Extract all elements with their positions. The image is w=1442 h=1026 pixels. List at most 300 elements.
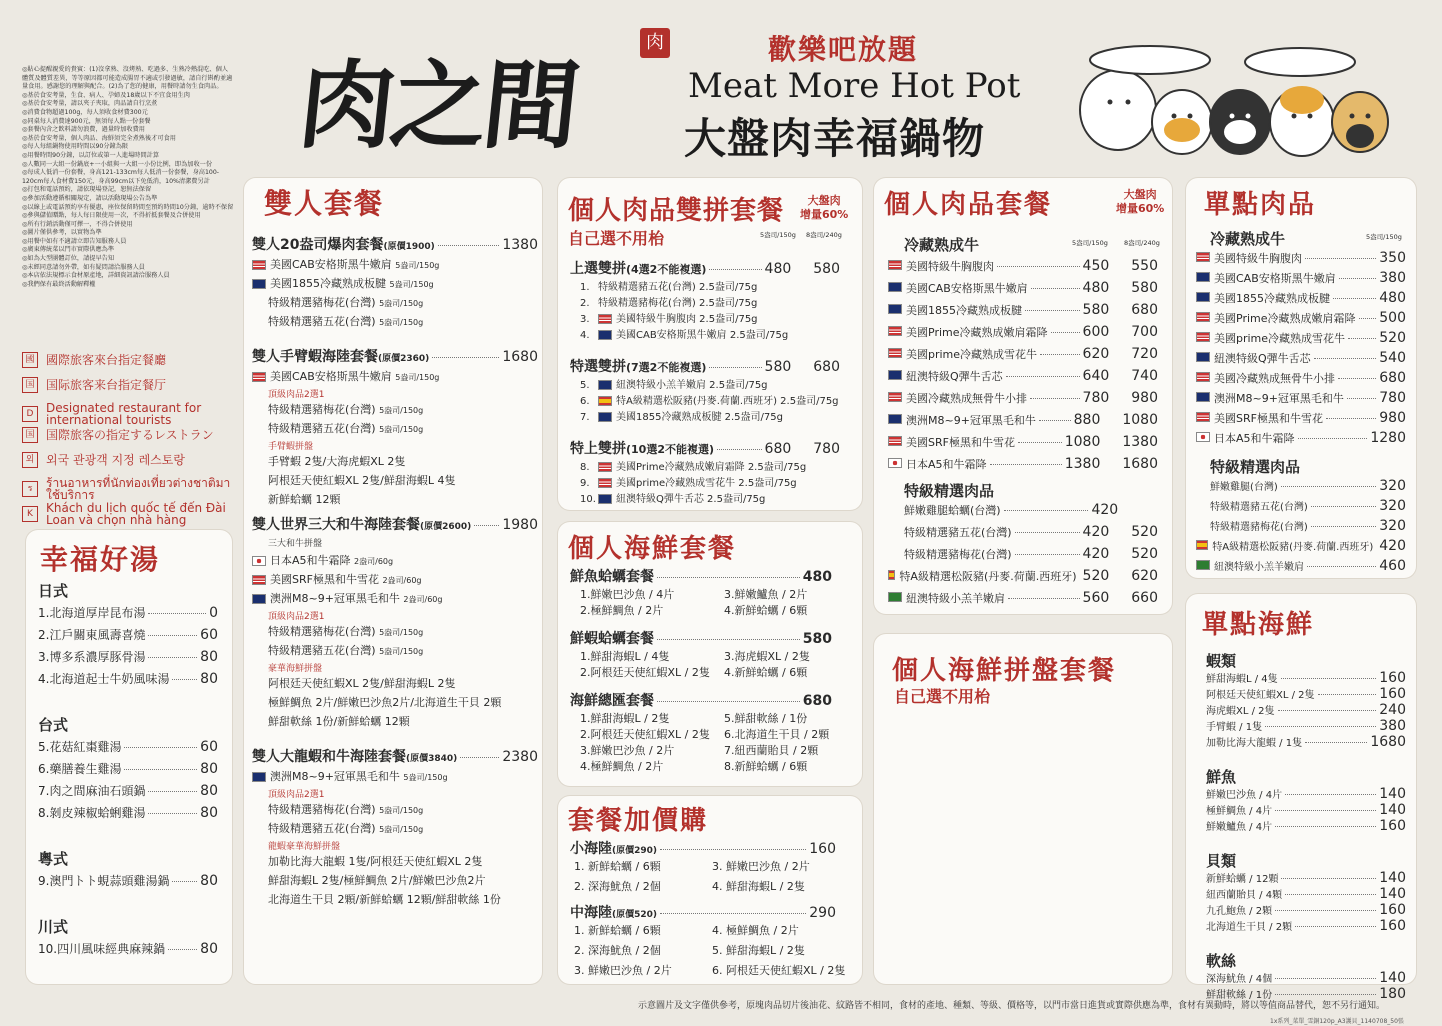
leader-dots xyxy=(660,913,806,914)
price-large: 520 xyxy=(1131,524,1158,540)
soup-name: 6.藥膳養生雞湯 xyxy=(38,762,122,776)
set-line xyxy=(252,571,422,587)
item-no: 3. xyxy=(580,314,590,325)
price: 450 xyxy=(1082,258,1110,274)
price: 380 xyxy=(1379,718,1406,734)
orig-price: (原價3840) xyxy=(406,754,458,764)
flag-icon xyxy=(598,330,612,340)
note-line: ◎套餐內含之飲料請勿浪費，過量時加收費用 xyxy=(22,126,145,134)
price: 160 xyxy=(1379,670,1406,686)
set-line xyxy=(252,275,434,291)
note-line: ◎用餐中如有不適請立即告知服務人員 xyxy=(22,237,127,245)
flag-icon xyxy=(888,414,902,424)
line-text: 鮮甜軟絲 1份/新鮮蛤蠣 12顆 xyxy=(268,715,410,728)
duo-title: 個人肉品雙拼套餐 xyxy=(568,196,785,226)
line-weight: 5盎司/150g xyxy=(379,406,424,415)
price: 420 xyxy=(1091,502,1119,518)
item-name: 九孔鮑魚 / 2顆 xyxy=(1206,906,1273,917)
price: 160 xyxy=(1379,818,1406,834)
line-text: 美國CAB安格斯黑牛嫩肩 xyxy=(270,258,396,271)
set-line xyxy=(252,256,439,272)
pair-right: 4. 極鮮鯛魚 / 2片 xyxy=(712,924,799,937)
flag-icon xyxy=(252,372,266,382)
item-name: 日本A5和牛霜降 xyxy=(906,458,987,471)
platter-title: 個人海鮮拼盤套餐 xyxy=(892,656,1117,686)
menu-row xyxy=(888,434,1158,450)
soup-name: 3.博多系濃厚豚骨湯 xyxy=(38,650,146,664)
soup-title: 幸福好湯 xyxy=(40,543,161,576)
item-name: 紐澳特級Q彈牛舌芯 xyxy=(1214,352,1311,365)
pair-left: 3.鮮嫩巴沙魚 / 2片 xyxy=(580,744,675,757)
price: 480 xyxy=(1379,290,1406,306)
price-large: 720 xyxy=(1131,346,1158,362)
item-text: 特級精選豬梅花(台灣) 2.5盎司/75g xyxy=(598,298,758,309)
price-large: 1080 xyxy=(1122,412,1158,428)
line-text: 澳洲M8~9+冠軍黑毛和牛 xyxy=(270,770,404,783)
item-text: 紐澳特級小羔羊嫩肩 2.5盎司/75g xyxy=(616,380,768,391)
leader-dots xyxy=(1326,418,1376,419)
menu-row xyxy=(888,412,1158,428)
menu-row xyxy=(1206,918,1406,934)
leader-dots xyxy=(438,245,500,246)
price: 560 xyxy=(1082,590,1110,606)
flag-icon xyxy=(888,260,902,270)
leader-dots xyxy=(1015,554,1080,555)
flag-icon xyxy=(1196,312,1210,322)
set-line xyxy=(268,694,501,710)
soup-price: 80 xyxy=(200,783,218,799)
single-sea-group-title: 蝦類 xyxy=(1206,652,1237,670)
line-weight: 2盎司/60g xyxy=(382,576,422,585)
leader-dots xyxy=(124,747,197,748)
item-name: 美國CAB安格斯黑牛嫩肩 xyxy=(1214,272,1336,285)
price: 500 xyxy=(1379,310,1406,326)
set-name xyxy=(252,514,538,534)
pair-right: 4.新鮮蛤蠣 / 6顆 xyxy=(724,604,808,617)
soup-name: 7.肉之間麻油石頭鍋 xyxy=(38,784,146,798)
item-name: 美國冷藏熟成無骨牛小排 xyxy=(1214,372,1335,385)
line-weight: 5盎司/150g xyxy=(379,425,424,434)
meat-set-cold-title: 冷藏熟成牛 xyxy=(904,236,980,254)
line-weight: 5盎司/150g xyxy=(379,628,424,637)
badge-icon: 國 xyxy=(22,352,38,368)
duo-item xyxy=(580,326,788,341)
leader-dots xyxy=(709,367,761,368)
item-text: 美國1855冷藏熟成板腱 2.5盎司/75g xyxy=(616,412,783,423)
item-name: 澳洲M8~9+冠軍黑毛和牛 xyxy=(906,414,1036,427)
price: 1280 xyxy=(1370,430,1406,446)
flag-icon xyxy=(1196,392,1210,402)
price-large: 660 xyxy=(1131,590,1158,606)
set-line xyxy=(268,801,423,817)
item-name: 美國Prime冷藏熟成嫩肩霜降 xyxy=(1214,312,1356,325)
leader-dots xyxy=(1298,438,1368,439)
price: 480 xyxy=(802,569,832,585)
pair-left: 2.極鮮鯛魚 / 2片 xyxy=(580,604,664,617)
meat-set-badge-line2: 增量60% xyxy=(1116,202,1165,215)
soup-row xyxy=(38,760,218,777)
leader-dots xyxy=(1015,532,1080,533)
soup-price: 80 xyxy=(200,649,218,665)
price: 580 xyxy=(802,631,832,647)
item-text: 美國特級牛胸腹肉 2.5盎司/75g xyxy=(616,314,758,325)
set-title: 中海陸 xyxy=(570,905,612,921)
soup-row xyxy=(38,626,218,643)
leader-dots xyxy=(1281,678,1377,679)
leader-dots xyxy=(460,757,499,758)
price: 140 xyxy=(1379,802,1406,818)
menu-row xyxy=(1206,686,1406,702)
note-line: ◎基於食安考量，個人肉品、海鮮須完全煮熟後才可食用 xyxy=(22,134,176,142)
price-large: 520 xyxy=(1131,546,1158,562)
line-text: 美國1855冷藏熟成板腱 xyxy=(270,277,390,290)
price: 580 xyxy=(1082,302,1110,318)
leader-dots xyxy=(1031,288,1080,289)
menu-row xyxy=(1210,498,1406,514)
price: 420 xyxy=(1082,546,1110,562)
flag-icon xyxy=(598,314,612,324)
set-price: 1680 xyxy=(502,349,538,365)
item-name: 美國SRF極黑和牛雪花 xyxy=(1214,412,1323,425)
pair-right: 6.北海道生干貝 / 2顆 xyxy=(724,728,830,741)
line-weight: 5盎司/150g xyxy=(379,806,424,815)
note-line: ◎消費食物超過100g，每人須收食材費300元 xyxy=(22,108,148,116)
combo-label: 三大和牛拼盤 xyxy=(268,539,323,549)
leader-dots xyxy=(1333,298,1376,299)
single-sea-group-title: 軟絲 xyxy=(1206,952,1237,970)
set-line xyxy=(268,294,423,310)
orig-price: (原價520) xyxy=(612,910,658,920)
note-line: ◎圖片僅供參考，以實物為準 xyxy=(22,229,102,237)
set-title: 小海陸 xyxy=(570,841,612,857)
leader-dots xyxy=(148,791,197,792)
soup-row xyxy=(38,782,218,799)
item-name: 日本A5和牛霜降 xyxy=(1214,432,1295,445)
tourist-badge xyxy=(22,402,232,426)
line-weight: 5盎司/150g xyxy=(379,318,424,327)
double-set-title: 雙人套餐 xyxy=(264,187,385,220)
menu-row xyxy=(1196,350,1406,366)
line-text: 特級精選豬梅花(台灣) xyxy=(268,403,380,416)
item-name: 鮮嫩巴沙魚 / 4片 xyxy=(1206,790,1283,801)
note-line: ◎廣東傳統菜以門市實際供應為準 xyxy=(22,246,115,254)
group-note: (7選2不能複選) xyxy=(626,361,707,374)
soup-name: 9.澳門トト蜆蒜頭雞湯鍋 xyxy=(38,874,170,888)
set-line xyxy=(268,313,423,329)
menu-row xyxy=(1196,370,1406,386)
line-weight: 5盎司/150g xyxy=(379,825,424,834)
duo-item xyxy=(580,392,839,407)
flag-icon xyxy=(888,282,902,292)
leader-dots xyxy=(717,449,762,450)
leader-dots xyxy=(168,949,197,950)
leader-dots xyxy=(1281,486,1376,487)
leader-dots xyxy=(1051,332,1080,333)
leader-dots xyxy=(660,849,806,850)
pair-left: 1.鮮甜海蝦L / 2隻 xyxy=(580,712,670,725)
item-text: 美國Prime冷藏熟成嫩肩霜降 2.5盎司/75g xyxy=(616,462,807,473)
group-name xyxy=(570,258,840,278)
seafood-set-title: 個人海鮮套餐 xyxy=(568,534,737,564)
leader-dots xyxy=(1314,358,1377,359)
item-text: 特A級精選松阪豬(丹麥.荷蘭.西班牙) 2.5盎司/75g xyxy=(616,396,839,407)
price-large: 580 xyxy=(813,261,840,277)
line-text: 加勒比海大龍蝦 1隻/阿根廷天使紅蝦XL 2隻 xyxy=(268,855,483,868)
soup-group-title: 粵式 xyxy=(38,850,69,868)
leader-dots xyxy=(474,525,499,526)
note-line: ◎用餐時間90分鐘，以訂位或第一人進場時間計算 xyxy=(22,151,160,159)
item-no: 8. xyxy=(580,462,590,473)
pair-left: 1.鮮嫩巴沙魚 / 4片 xyxy=(580,588,675,601)
note-line: ◎同桌每人消費達900元，無須每人點一份套餐 xyxy=(22,117,151,125)
duo-item xyxy=(580,278,757,293)
flag-icon xyxy=(888,458,902,468)
item-name: 新鮮蛤蠣 / 12顆 xyxy=(1206,874,1279,885)
menu-row xyxy=(1210,518,1406,534)
price-large: 1680 xyxy=(1122,456,1158,472)
item-name: 美國prime冷藏熟成雪花牛 xyxy=(906,348,1038,361)
badge-text: 외국 관광객 지정 레스토랑 xyxy=(46,453,185,467)
line-text: 特級精選豬梅花(台灣) xyxy=(268,296,380,309)
pair-right: 7.紐西蘭貽貝 / 2顆 xyxy=(724,744,819,757)
flag-icon xyxy=(598,412,612,422)
line-text: 日本A5和牛霜降 xyxy=(270,554,355,567)
price: 520 xyxy=(1379,330,1406,346)
leader-dots xyxy=(1348,338,1376,339)
menu-row xyxy=(570,690,832,710)
soup-group-title: 台式 xyxy=(38,716,69,734)
pair-left: 1. 新鮮蛤蠣 / 6顆 xyxy=(574,860,661,873)
menu-row xyxy=(888,280,1158,296)
item-name: 加勒比海大龍蝦 / 1隻 xyxy=(1206,738,1303,749)
item-name: 深海魷魚 / 4個 xyxy=(1206,974,1273,985)
soup-price: 80 xyxy=(200,761,218,777)
duo-item xyxy=(580,408,783,423)
soup-group-title: 日式 xyxy=(38,582,69,600)
item-no: 2. xyxy=(580,298,590,309)
leader-dots xyxy=(1295,926,1376,927)
line-text: 阿根廷天使紅蝦XL 2隻/鮮甜海蝦L 4隻 xyxy=(268,474,456,487)
flag-icon xyxy=(888,370,902,380)
item-name: 美國特級牛胸腹肉 xyxy=(906,260,994,273)
set-line xyxy=(268,491,341,507)
flag-icon xyxy=(888,304,902,314)
soup-name: 2.江戶關東風壽喜燒 xyxy=(38,628,146,642)
line-weight: 5盎司/150g xyxy=(379,299,424,308)
line-text: 特級精選豬五花(台灣) xyxy=(268,822,380,835)
note-line: ◎每成人低消一份套餐，身高121-133cm每人低消一份套餐，身高100-120cm每人食材費150元，身高99cm以下免低消，10%清潔費另計 xyxy=(22,169,220,185)
price-large: 580 xyxy=(1131,280,1158,296)
duo-item xyxy=(580,490,765,505)
group-title: 特選雙拼 xyxy=(570,359,626,375)
duo-item xyxy=(580,376,768,391)
leader-dots xyxy=(148,657,197,658)
price: 480 xyxy=(764,261,792,277)
pair-right: 6. 阿根廷天使紅蝦XL / 2隻 xyxy=(712,964,846,977)
meat-set-col2: 8盎司/240g xyxy=(1124,239,1160,247)
flag-icon xyxy=(252,260,266,270)
price: 680 xyxy=(1379,370,1406,386)
set-line xyxy=(268,420,423,436)
menu-row xyxy=(1206,870,1406,886)
highlight-label: 手臂蝦拼盤 xyxy=(268,442,314,452)
menu-row xyxy=(904,502,1158,518)
item-name: 特級精選豬五花(台灣) xyxy=(904,526,1012,539)
badge-text: 国際旅客の指定するレストラン xyxy=(46,428,214,442)
menu-row xyxy=(1206,802,1406,818)
menu-row xyxy=(1206,886,1406,902)
menu-row xyxy=(888,346,1158,362)
price-large: 1380 xyxy=(1122,434,1158,450)
leader-dots xyxy=(148,813,197,814)
flag-icon xyxy=(598,478,612,488)
group-title: 特上雙拼 xyxy=(570,441,626,457)
line-text: 澳洲M8~9+冠軍黑毛和牛 xyxy=(270,592,404,605)
item-name: 紐澳特級Q彈牛舌芯 xyxy=(906,370,1003,383)
flag-icon xyxy=(888,436,902,446)
flag-icon xyxy=(888,392,902,402)
price: 620 xyxy=(1082,346,1110,362)
single-meat-col: 5盎司/150g xyxy=(1366,233,1402,241)
note-line: ◎如為大型團體訂位，請提早告知 xyxy=(22,255,115,263)
highlight-label: 頂級肉品2選1 xyxy=(268,790,325,800)
animal-mascots-illustration xyxy=(1070,40,1390,160)
menu-row xyxy=(888,368,1158,384)
set-line xyxy=(268,472,456,488)
price: 1080 xyxy=(1064,434,1101,450)
note-line: ◎所有行銷活動僅可擇一，不得合併使用 xyxy=(22,220,133,228)
item-no: 10. xyxy=(580,494,596,505)
addon-name xyxy=(570,902,836,922)
menu-row xyxy=(1196,430,1406,446)
group-title: 上選雙拼 xyxy=(570,261,626,277)
line-text: 特級精選豬五花(台灣) xyxy=(268,315,380,328)
leader-dots xyxy=(1305,258,1376,259)
tourist-badge xyxy=(22,452,232,468)
line-weight: 5盎司/150g xyxy=(395,261,440,270)
item-name: 手臂蝦 / 1隻 xyxy=(1206,722,1263,733)
price: 780 xyxy=(1082,390,1110,406)
item-name: 鮮蝦蛤蠣套餐 xyxy=(570,631,654,647)
note-line: ◎人數同一大組一份鍋底+一小組與一大組一小份比例，即為加收一份 xyxy=(22,160,213,168)
item-text: 紐澳特級Q彈牛舌芯 2.5盎司/75g xyxy=(616,494,766,505)
soup-row xyxy=(38,604,218,621)
leader-dots xyxy=(1265,726,1376,727)
leader-dots xyxy=(1307,566,1376,567)
menu-row xyxy=(1206,670,1406,686)
soup-name: 4.北海道起士牛奶風味湯 xyxy=(38,672,170,686)
pair-left: 2.阿根廷天使紅蝦XL / 2隻 xyxy=(580,666,710,679)
line-text: 美國CAB安格斯黑牛嫩肩 xyxy=(270,370,396,383)
set-title: 雙人20盎司爆肉套餐 xyxy=(252,237,384,253)
badge-icon: K xyxy=(22,506,38,522)
footer-disclaimer: 示意圖片及文字僅供參考，原塊肉品切片後油花、紋路皆不相同，食材的產地、種類、等級、價格等，以門市當日進貨或實際供應為準，食材有異動時，將以等值商品替代，恕不另行通知。 xyxy=(638,1001,1386,1011)
line-weight: 5盎司/150g xyxy=(389,280,434,289)
item-no: 9. xyxy=(580,478,590,489)
group-note: (4選2不能複選) xyxy=(626,263,707,276)
menu-row xyxy=(888,324,1158,340)
soup-row xyxy=(38,804,218,821)
menu-row xyxy=(1196,330,1406,346)
platter-subtitle: 自己選不用枱 xyxy=(894,687,991,706)
item-name: 極鮮鯛魚 / 4片 xyxy=(1206,806,1273,817)
highlight-label: 頂級肉品2選1 xyxy=(268,390,325,400)
group-name xyxy=(570,356,840,376)
line-text: 新鮮蛤蠣 12顆 xyxy=(268,493,341,506)
single-sea-title: 單點海鮮 xyxy=(1202,610,1315,640)
price: 1380 xyxy=(1064,456,1101,472)
leader-dots xyxy=(1030,398,1080,399)
price: 1680 xyxy=(1370,734,1406,750)
highlight-label: 頂級肉品2選1 xyxy=(268,612,325,622)
note-line: ◎本店依法規標示食材原產地，詳細資訊請洽服務人員 xyxy=(22,272,170,280)
price: 140 xyxy=(1379,870,1406,886)
soup-price: 60 xyxy=(200,627,218,643)
item-name: 美國特級牛胸腹肉 xyxy=(1214,252,1302,265)
flag-icon xyxy=(1196,272,1210,282)
price: 160 xyxy=(1379,918,1406,934)
flag-icon xyxy=(888,326,902,336)
set-line xyxy=(268,891,501,907)
duo-item xyxy=(580,310,758,325)
line-weight: 2盎司/60g xyxy=(403,595,443,604)
set-name xyxy=(252,746,538,766)
set-price: 2380 xyxy=(502,749,538,765)
group-note: (10選2不能複選) xyxy=(626,443,715,456)
item-name: 紐澳特級小羔羊嫩肩 xyxy=(1214,562,1304,573)
flag-icon xyxy=(598,396,612,406)
item-name: 阿根廷天使紅蝦XL / 2隻 xyxy=(1206,690,1315,701)
item-name: 特A級精選松阪豬(丹麥.荷蘭.西班牙) xyxy=(899,570,1077,583)
price: 480 xyxy=(1082,280,1110,296)
leader-dots xyxy=(1006,376,1080,377)
leader-dots xyxy=(148,635,197,636)
set-price: 1380 xyxy=(502,237,538,253)
set-line xyxy=(268,623,423,639)
price: 520 xyxy=(1082,568,1110,584)
line-text: 美國SRF極黑和牛雪花 xyxy=(270,573,383,586)
set-name xyxy=(252,234,538,254)
item-name: 美國CAB安格斯黑牛嫩肩 xyxy=(906,282,1028,295)
logo-seal: 肉 xyxy=(640,28,670,58)
set-title: 雙人手臂蝦海陸套餐 xyxy=(252,349,378,365)
price: 160 xyxy=(1379,686,1406,702)
price: 160 xyxy=(1379,902,1406,918)
soup-name: 1.北海道厚岸昆布湯 xyxy=(38,606,146,620)
note-line: ◎貼心提醒親愛的貴賓：(1)沒拿熟、沒烤熟、吃過多、生熟冷熱混吃、個人體質及體質差異，等等原因都可能造成腸胃不適或引發過敏，請自行斟酌並適量食用。感謝您的理解與配合。(2)為了您的健康，用餐時請勿生食肉品。 xyxy=(22,66,233,91)
price: 980 xyxy=(1379,410,1406,426)
badge-icon: 国 xyxy=(22,427,38,443)
leader-dots xyxy=(1275,978,1376,979)
price: 460 xyxy=(1379,558,1406,574)
flag-icon xyxy=(252,594,266,604)
badge-icon: D xyxy=(22,406,38,422)
pair-left: 4.極鮮鯛魚 / 2片 xyxy=(580,760,664,773)
set-line xyxy=(268,713,410,729)
soup-price: 80 xyxy=(200,671,218,687)
item-name: 鮮嫩雞腿蛤蠣(台灣) xyxy=(904,504,1001,517)
line-weight: 5盎司/150g xyxy=(395,373,440,382)
item-no: 6. xyxy=(580,396,590,407)
note-line: ◎基於食安考量，請以夾子夾取，肉品請自行烹煮 xyxy=(22,100,158,108)
flag-icon xyxy=(888,348,902,358)
item-name: 澳洲M8~9+冠軍黑毛和牛 xyxy=(1214,392,1344,405)
flag-icon xyxy=(1196,432,1210,442)
set-price: 160 xyxy=(809,841,836,857)
item-text: 美國CAB安格斯黑牛嫩肩 2.5盎司/75g xyxy=(616,330,789,341)
leader-dots xyxy=(657,639,800,640)
soup-price: 0 xyxy=(209,605,218,621)
